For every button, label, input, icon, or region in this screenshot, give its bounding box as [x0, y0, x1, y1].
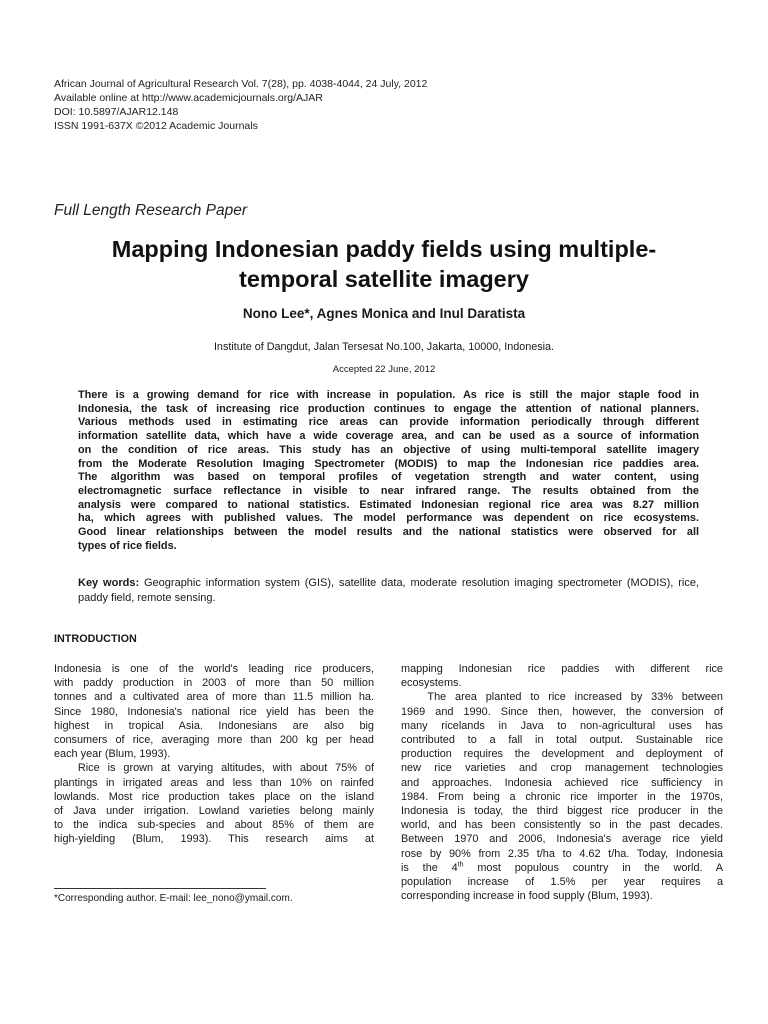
body-line: 1969 and 1990. Since then, however, the conversion of	[401, 705, 723, 718]
paper-type: Full Length Research Paper	[54, 202, 248, 219]
keywords-text: Geographic information system (GIS), satellite data, moderate resolution imaging spectrometer (MODIS), rice, paddy field, remote sensing.	[78, 577, 699, 604]
keywords	[78, 576, 699, 606]
body-line: to the indica sub-species and about 85% of them are	[54, 819, 374, 832]
sup-line-before: is the 4	[401, 861, 458, 874]
body-line: Indonesia is today, the third biggest rice producer in the	[401, 805, 723, 818]
abstract	[78, 389, 699, 553]
footnote-divider	[54, 888, 266, 889]
abstract-line: from the Moderate Resolution Imaging Spectrometer (MODIS) to map the Indonesian rice paddies area.	[78, 457, 699, 470]
abstract-line: Indonesia, the task of increasing rice production continues to engage the attention of national planners.	[78, 402, 699, 415]
body-line: highest in tropical Asia. Indonesians are also big	[54, 719, 374, 732]
authors: Nono Lee*, Agnes Monica and Inul Daratista	[242, 306, 526, 321]
journal-doi: DOI: 10.5897/AJAR12.148	[54, 106, 179, 118]
body-line: lowlands. Most rice production takes place on the island	[54, 790, 374, 803]
left-column	[54, 662, 374, 847]
body-line: tonnes and a cultivated area of more than 11.5 million ha.	[54, 691, 374, 704]
abstract-line: ha, which agrees with published values. The model performance was dependent on rice ecosystems.	[78, 512, 699, 525]
abstract-line: Various methods used in estimating rice areas can provide information periodically through different	[78, 416, 699, 429]
body-line: Since 1980, Indonesia's national rice yield has been the	[54, 705, 374, 718]
title-line-2: temporal satellite imagery	[239, 266, 529, 292]
body-line: and approaches. Indonesia achieved rice sufficiency in	[401, 776, 723, 789]
abstract-line: analysis were compared to national statistics. Estimated Indonesian regional rice area was 8.27 million	[78, 498, 699, 511]
body-line: world, and has been consistently so in the past decades.	[401, 819, 723, 832]
body-line: production requires the development and deployment of	[401, 748, 723, 761]
body-line-superscript	[401, 861, 723, 875]
abstract-line: information satellite data, which have a wide coverage area, and can be used as a source of information	[78, 430, 699, 443]
body-line: with paddy production in 2003 of more than 50 million	[54, 677, 374, 690]
ordinal-superscript: th	[457, 861, 464, 869]
body-line: mapping Indonesian rice paddies with different rice	[401, 663, 723, 675]
body-line: Indonesia is one of the world's leading rice producers,	[54, 663, 374, 675]
body-line: new rice varieties and crop management technologies	[401, 762, 723, 775]
body-line: high-yielding (Blum, 1993). This research aims at	[54, 833, 374, 846]
abstract-line: The algorithm was based on temporal profiles of vegetation strength and water content, using	[78, 471, 699, 484]
body-line: many ricelands in Java to non-agricultural uses has	[401, 719, 723, 732]
abstract-line: types of rice fields.	[78, 539, 177, 552]
body-line: ecosystems.	[401, 677, 462, 690]
journal-header	[54, 77, 427, 133]
journal-issn: ISSN 1991-637X ©2012 Academic Journals	[54, 120, 258, 132]
body-line: rose by 90% from 2.35 t/ha to 4.62 t/ha. Today, Indonesia	[401, 847, 723, 860]
body-line: The area planted to rice increased by 33% between	[401, 691, 723, 704]
body-line: each year (Blum, 1993).	[54, 748, 171, 761]
body-line: plantings in irrigated areas and less than 10% on rainfed	[54, 776, 374, 789]
body-line: of Java under irrigation. Lowland varieties belong mainly	[54, 805, 374, 818]
body-line: corresponding increase in food supply (Blum, 1993).	[401, 890, 653, 903]
abstract-line: on the condition of rice areas. This study has an objective of using multi-temporal satellite imagery	[78, 443, 699, 456]
accepted-date: Accepted 22 June, 2012	[332, 364, 436, 375]
affiliation: Institute of Dangdut, Jalan Tersesat No.100, Jakarta, 10000, Indonesia.	[213, 341, 555, 353]
body-line: contributed to a fall in total output. Sustainable rice	[401, 734, 723, 747]
paper-title	[40, 234, 728, 294]
right-column	[401, 662, 723, 903]
corresponding-author-footnote: *Corresponding author. E-mail: lee_nono@ymail.com.	[54, 893, 293, 904]
journal-url: Available online at http://www.academicjournals.org/AJAR	[54, 92, 323, 104]
body-line: Rice is grown at varying altitudes, with about 75% of	[54, 762, 374, 775]
body-line: population increase of 1.5% per year requires a	[401, 876, 723, 889]
body-line: Between 1970 and 2006, Indonesia's average rice yield	[401, 833, 723, 846]
abstract-line: Good linear relationships between the model results and the national statistics were observed for all	[78, 526, 699, 539]
journal-citation: African Journal of Agricultural Research Vol. 7(28), pp. 4038-4044, 24 July, 2012	[54, 78, 428, 90]
body-line: 1984. From being a chronic rice importer in the 1970s,	[401, 790, 723, 803]
section-heading-introduction: INTRODUCTION	[54, 633, 137, 645]
keywords-label: Key words:	[78, 577, 140, 589]
abstract-line: There is a growing demand for rice with increase in population. As rice is still the major staple food in	[78, 389, 699, 401]
sup-line-after: most populous country in the world. A	[463, 861, 723, 874]
abstract-line: electromagnetic surface reflectance in visible to near infrared range. The results obtained from the	[78, 484, 699, 497]
body-line: consumers of rice, averaging more than 200 kg per head	[54, 734, 374, 747]
title-line-1: Mapping Indonesian paddy fields using multiple-	[111, 236, 657, 262]
